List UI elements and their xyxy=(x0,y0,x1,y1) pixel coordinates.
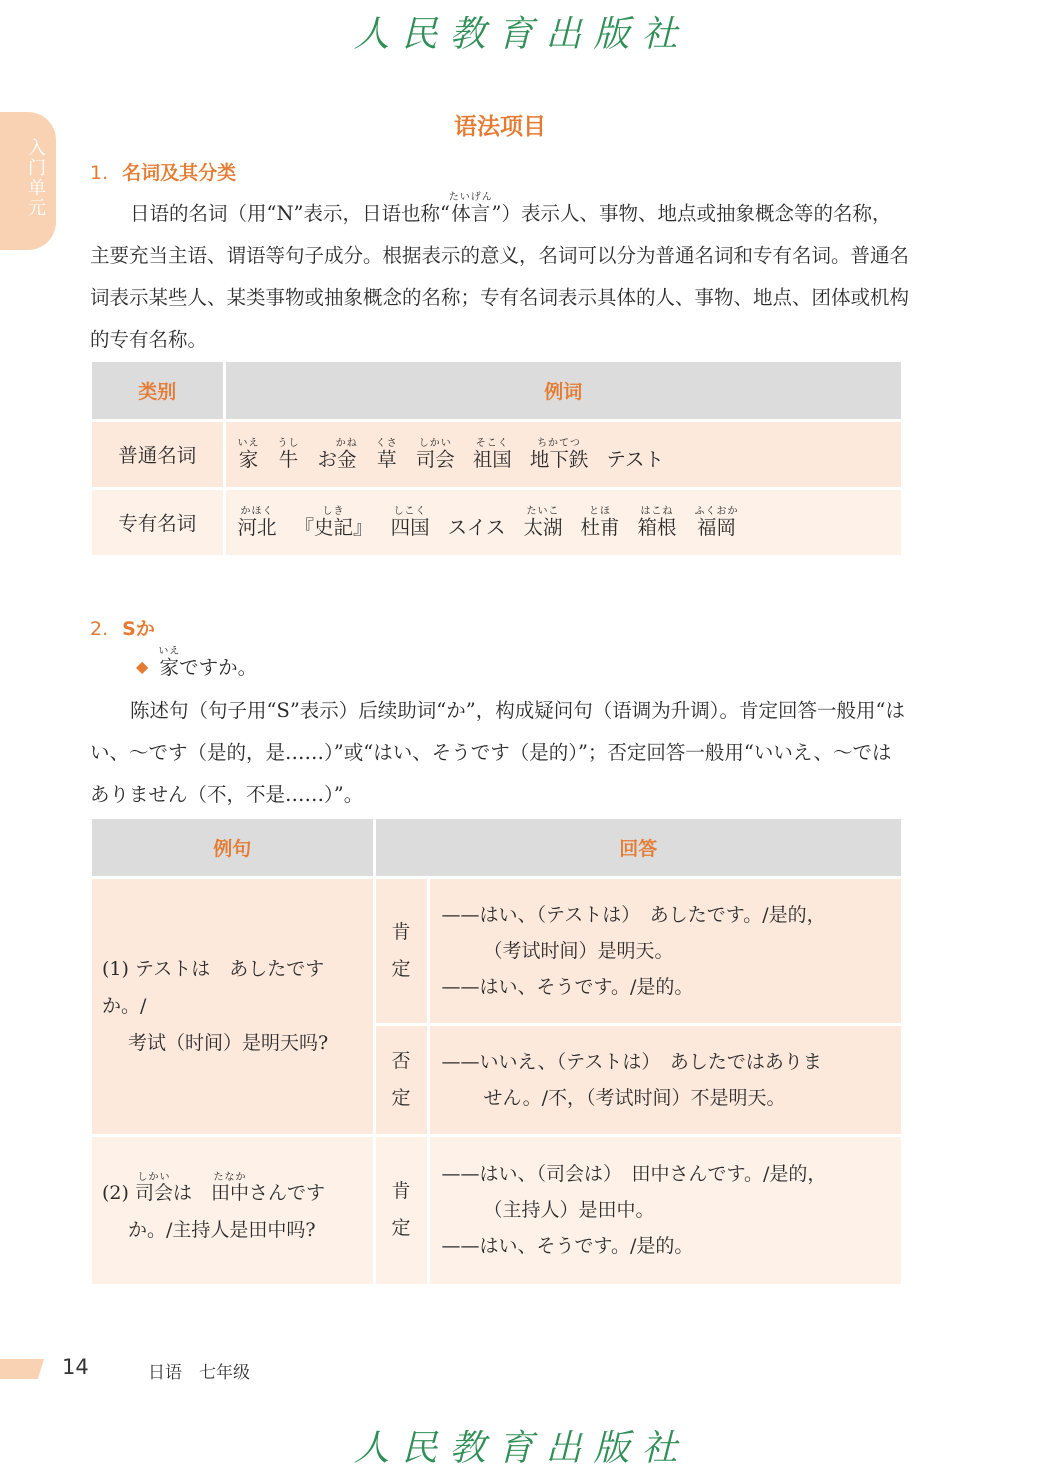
word-ruby xyxy=(694,505,739,539)
table-header-example: 例句 xyxy=(92,819,374,877)
answer-line: （主持人）是田中。 xyxy=(483,1199,655,1221)
word-base: 金 xyxy=(335,447,358,471)
question-cell xyxy=(92,877,374,1135)
word-reading: しき xyxy=(314,505,354,517)
category-cell: 普通名词 xyxy=(92,420,224,488)
publisher-watermark-bottom: 人民教育出版社 xyxy=(353,1428,690,1469)
word-reading: かほく xyxy=(237,505,277,517)
word-ruby xyxy=(237,437,260,471)
table-row xyxy=(92,1135,903,1285)
word-reading: ちかてつ xyxy=(529,437,589,449)
ruby-reading: しかい xyxy=(134,1171,173,1183)
word-ruby xyxy=(472,437,512,471)
word-ruby xyxy=(314,505,354,539)
word-reading: はこね xyxy=(637,505,677,517)
word-prefix: お xyxy=(317,447,338,471)
example-word xyxy=(695,506,739,540)
word-ruby xyxy=(237,505,277,539)
word-suffix: 』 xyxy=(353,515,373,539)
table-row xyxy=(92,877,903,1024)
answer-kind-cell xyxy=(374,877,428,1024)
answer-cell xyxy=(428,877,903,1024)
table-header-examples: 例词 xyxy=(224,362,903,420)
explanation-paragraph xyxy=(90,690,910,816)
table-header-answer: 回答 xyxy=(374,819,903,877)
word-reading: とほ xyxy=(580,505,620,517)
word-ruby xyxy=(335,437,358,471)
word-base: 太湖 xyxy=(523,515,563,539)
word-base: 牛 xyxy=(277,447,300,471)
word-base: テスト xyxy=(606,447,665,471)
answer-cell xyxy=(428,1135,903,1285)
word-reading: かね xyxy=(335,437,358,449)
question-prefix: (2) xyxy=(102,1181,135,1204)
answer-line: ——はい、そうです。/是的。 xyxy=(441,1235,694,1257)
word-ruby xyxy=(375,437,398,471)
answer-kind-cell xyxy=(374,1135,428,1285)
heading-text: Sか xyxy=(122,618,155,640)
table-row xyxy=(92,488,903,556)
word-reading: うし xyxy=(277,437,300,449)
example-word xyxy=(448,505,506,540)
word-reading: しこく xyxy=(390,505,430,517)
word-prefix: 『 xyxy=(294,515,315,539)
example-word xyxy=(376,438,398,472)
example-words-cell xyxy=(224,420,903,488)
unit-side-tab-label: 入门单元 xyxy=(25,138,46,218)
table-row xyxy=(92,420,903,488)
question-cell xyxy=(92,1135,374,1285)
publisher-watermark-top: 人民教育出版社 xyxy=(353,14,690,55)
example-word xyxy=(238,506,277,540)
example-word xyxy=(581,506,620,540)
intro-text-b: ”）表示人、事物、地点或抽象概念等的名称，主要充当主语、谓语等句子成分。根据表示的意义，名词可以分为普通名词和专有名词。普通名词表示某些人、某类事物或抽象概念的名称；专有名词表示具体的人、事物、地点、团体或机构的专有名称。 xyxy=(90,202,910,351)
word-reading: くさ xyxy=(375,437,398,449)
word-reading: しかい xyxy=(415,437,455,449)
intro-text-a: 日语的名词（用“N”表示，日语也称“ xyxy=(130,202,450,225)
word-reading xyxy=(606,437,664,448)
kind-char: 否 xyxy=(391,1049,411,1072)
ruby-shikai xyxy=(134,1171,173,1204)
ruby-reading: いえ xyxy=(158,646,181,657)
answer-kind-cell xyxy=(374,1024,428,1135)
example-word xyxy=(318,438,358,472)
kind-char: 肯 xyxy=(391,920,411,943)
kind-char: 定 xyxy=(391,957,411,980)
example-word xyxy=(606,437,664,472)
example-words-cell xyxy=(224,488,903,556)
diamond-bullet-icon: ◆ xyxy=(136,657,149,676)
heading-number: 2. xyxy=(90,618,109,640)
table-header-category: 类别 xyxy=(92,362,224,420)
word-base: 杜甫 xyxy=(580,515,620,539)
word-base: 箱根 xyxy=(637,515,677,539)
word-base: 福岡 xyxy=(694,515,739,539)
example-word xyxy=(295,506,373,540)
word-base: 河北 xyxy=(237,515,277,539)
word-base: 四国 xyxy=(390,515,430,539)
word-ruby xyxy=(606,448,664,471)
question-line: か。/主持人是田中吗? xyxy=(128,1218,316,1241)
example-word xyxy=(238,438,260,472)
word-reading: ふくおか xyxy=(694,505,739,517)
word-ruby xyxy=(529,437,589,471)
heading-number: 1. xyxy=(90,162,109,184)
question-answer-table xyxy=(92,819,904,1287)
category-cell: 专有名词 xyxy=(92,488,224,556)
ruby-base: 田中 xyxy=(210,1181,249,1204)
example-word xyxy=(278,438,300,472)
ruby-reading: たなか xyxy=(210,1171,249,1183)
word-ruby xyxy=(637,505,677,539)
intro-paragraph xyxy=(90,192,910,361)
word-base: 家 xyxy=(237,447,260,471)
example-word xyxy=(391,506,430,540)
ruby-taigen xyxy=(448,192,493,225)
ruby-reading: たいげん xyxy=(448,192,493,203)
ruby-base: 家 xyxy=(158,656,181,679)
word-reading: そこく xyxy=(472,437,512,449)
explanation-text: 陈述句（句子用“S”表示）后续助词“か”，构成疑问句（语调为升调）。肯定回答一般用“はい、～です（是的，是……）”或“はい、そうです（是的）”；否定回答一般用“いいえ、～ではありません（不，不是……）”。 xyxy=(90,699,905,806)
kind-char: 肯 xyxy=(391,1180,411,1202)
answer-cell xyxy=(428,1024,903,1135)
word-reading: いえ xyxy=(237,437,260,449)
ruby-ie xyxy=(158,646,181,679)
word-ruby xyxy=(523,505,563,539)
word-ruby xyxy=(390,505,430,539)
question-line: 考试（时间）是明天吗? xyxy=(128,1031,329,1054)
word-base: スイス xyxy=(447,515,506,539)
example-word xyxy=(638,506,677,540)
answer-line: ——はい、そうです。/是的。 xyxy=(441,975,694,998)
ruby-base: 体言 xyxy=(448,202,493,225)
heading-text: 名词及其分类 xyxy=(122,162,237,184)
example-sentence xyxy=(136,646,257,680)
question-line: (1) テストは あしたですか。/ xyxy=(102,957,325,1017)
example-word xyxy=(524,506,563,540)
example-rest: ですか。 xyxy=(179,656,258,679)
noun-category-table xyxy=(92,362,904,558)
word-reading xyxy=(448,505,506,516)
word-base: 司会 xyxy=(415,447,455,471)
answer-line: （考试时间）是明天。 xyxy=(483,939,674,962)
word-reading: たいこ xyxy=(523,505,563,517)
answer-line: ——いいえ、（テストは） あしたではありま xyxy=(441,1050,822,1073)
answer-line: ——はい、（テストは） あしたです。/是的， xyxy=(441,903,826,926)
ruby-base: 司会 xyxy=(134,1181,173,1204)
example-word xyxy=(530,438,589,472)
word-ruby xyxy=(580,505,620,539)
ruby-tanaka xyxy=(210,1171,249,1204)
section-title: 语法项目 xyxy=(454,114,546,140)
example-word xyxy=(473,438,512,472)
footer-accent-bar xyxy=(0,1359,44,1379)
example-word xyxy=(416,438,455,472)
heading-nouns xyxy=(90,158,236,185)
book-title: 日语 七年级 xyxy=(148,1363,250,1383)
answer-line: ——はい、（司会は） 田中さんです。/是的， xyxy=(441,1163,827,1185)
word-base: 草 xyxy=(375,447,398,471)
heading-s-ka xyxy=(90,614,155,641)
question-post: さんです xyxy=(249,1181,326,1204)
word-ruby xyxy=(277,437,300,471)
answer-line: せん。/不，（考试时间）不是明天。 xyxy=(483,1086,786,1109)
word-base: 地下鉄 xyxy=(529,447,589,471)
word-ruby xyxy=(448,516,506,539)
page-number: 14 xyxy=(62,1355,89,1379)
kind-char: 定 xyxy=(391,1086,411,1109)
word-ruby xyxy=(415,437,455,471)
kind-char: 定 xyxy=(391,1217,411,1239)
word-base: 史記 xyxy=(314,515,354,539)
word-base: 祖国 xyxy=(472,447,512,471)
question-mid: は xyxy=(172,1181,211,1204)
